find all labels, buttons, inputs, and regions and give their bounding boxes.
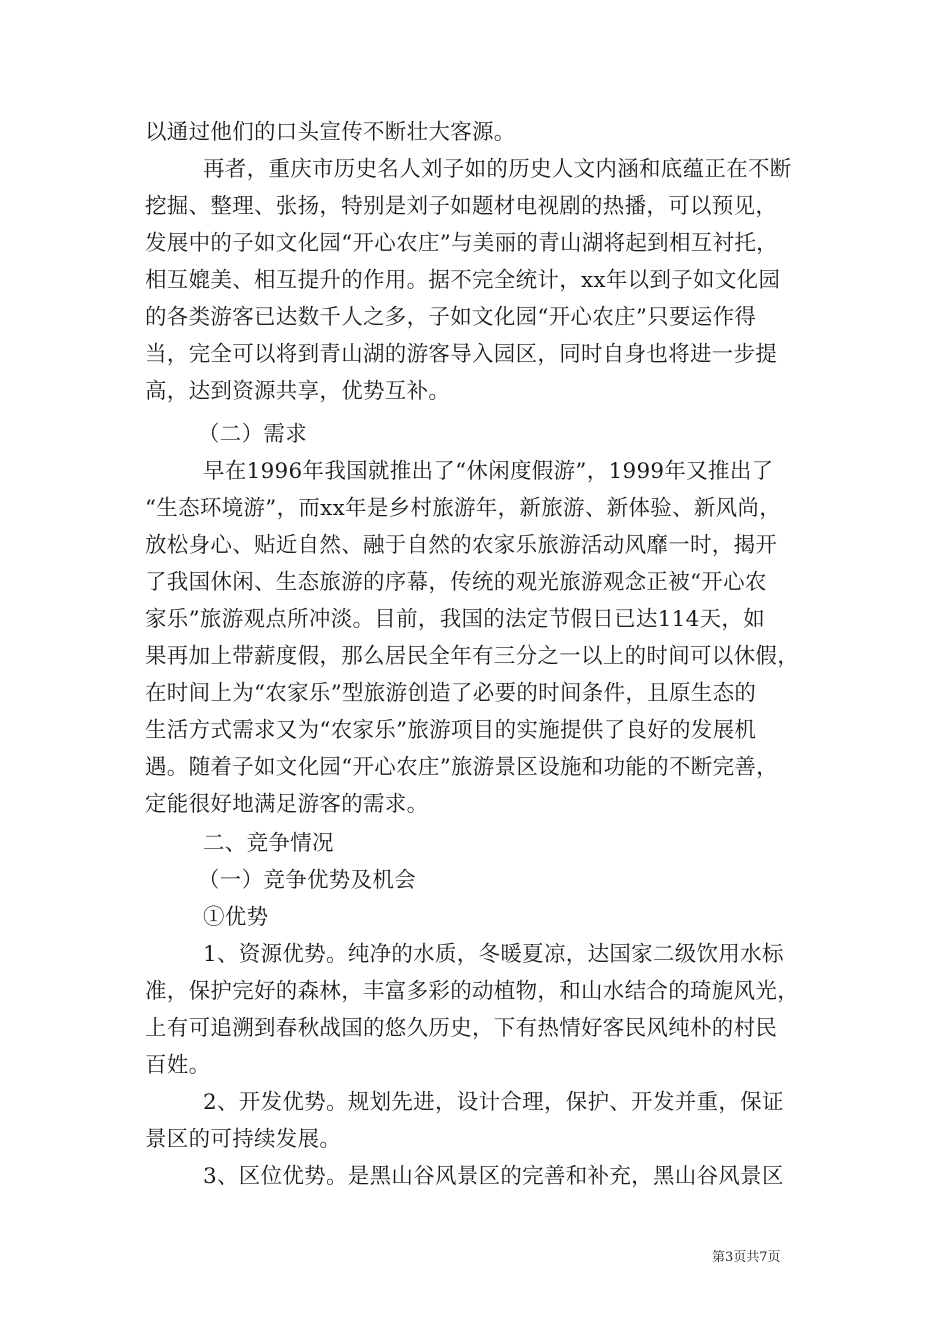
subsection-heading: ①优势: [203, 905, 269, 930]
paragraph-line: 以通过他们的口头宣传不断壮大客源。: [145, 120, 516, 145]
paragraph-line: 再者，重庆市历史名人刘子如的历史人文内涵和底蕴正在不断: [203, 157, 792, 182]
paragraph-line: 高，达到资源共享，优势互补。: [145, 379, 451, 404]
paragraph-line: 准，保护完好的森林，丰富多彩的动植物，和山水结合的琦旎风光，: [145, 979, 800, 1004]
page-number-footer: 第3页共7页: [712, 1250, 781, 1265]
paragraph-line: 景区的可持续发展。: [145, 1127, 342, 1152]
section-heading: （二）需求: [198, 422, 308, 447]
paragraph-line: 2、开发优势。规划先进，设计合理，保护、开发并重，保证: [203, 1090, 784, 1115]
paragraph-line: 的各类游客已达数千人之多，子如文化园“开心农庄”只要运作得: [145, 305, 757, 330]
paragraph-line: 百姓。: [145, 1053, 211, 1078]
paragraph-line: 早在1996年我国就推出了“休闲度假游”，1999年又推出了: [203, 459, 774, 484]
paragraph-line: 当，完全可以将到青山湖的游客导入园区，同时自身也将进一步提: [145, 342, 778, 367]
paragraph-line: 挖掘、整理、张扬，特别是刘子如题材电视剧的热播，可以预见，: [145, 194, 778, 219]
paragraph-line: 3、区位优势。是黑山谷风景区的完善和补充，黑山谷风景区: [203, 1164, 784, 1189]
paragraph-line: 在时间上为“农家乐”型旅游创造了必要的时间条件，且原生态的: [145, 681, 757, 706]
section-heading: 二、竞争情况: [203, 831, 334, 856]
paragraph-line: 了我国休闲、生态旅游的序幕，传统的观光旅游观念正被“开心农: [145, 570, 767, 595]
paragraph-line: 生活方式需求又为“农家乐”旅游项目的实施提供了良好的发展机: [145, 718, 757, 743]
paragraph-line: 果再加上带薪度假，那么居民全年有三分之一以上的时间可以休假，: [145, 644, 800, 669]
paragraph-line: 相互媲美、相互提升的作用。据不完全统计，xx年以到子如文化园: [145, 268, 781, 293]
paragraph-line: 遇。随着子如文化园“开心农庄”旅游景区设施和功能的不断完善，: [145, 755, 778, 780]
paragraph-line: “生态环境游”，而xx年是乡村旅游年，新旅游、新体验、新风尚，: [145, 496, 782, 521]
paragraph-line: 定能很好地满足游客的需求。: [145, 792, 429, 817]
paragraph-line: 家乐”旅游观点所冲淡。目前，我国的法定节假日已达114天，如: [145, 607, 766, 632]
paragraph-line: 发展中的子如文化园“开心农庄”与美丽的青山湖将起到相互衬托，: [145, 231, 778, 256]
paragraph-line: 放松身心、贴近自然、融于自然的农家乐旅游活动风靡一时，揭开: [145, 533, 778, 558]
paragraph-line: 1、资源优势。纯净的水质，冬暖夏凉，达国家二级饮用水标: [203, 942, 784, 967]
subsection-heading: （一）竞争优势及机会: [198, 868, 417, 893]
paragraph-line: 上有可追溯到春秋战国的悠久历史，下有热情好客民风纯朴的村民: [145, 1016, 778, 1041]
